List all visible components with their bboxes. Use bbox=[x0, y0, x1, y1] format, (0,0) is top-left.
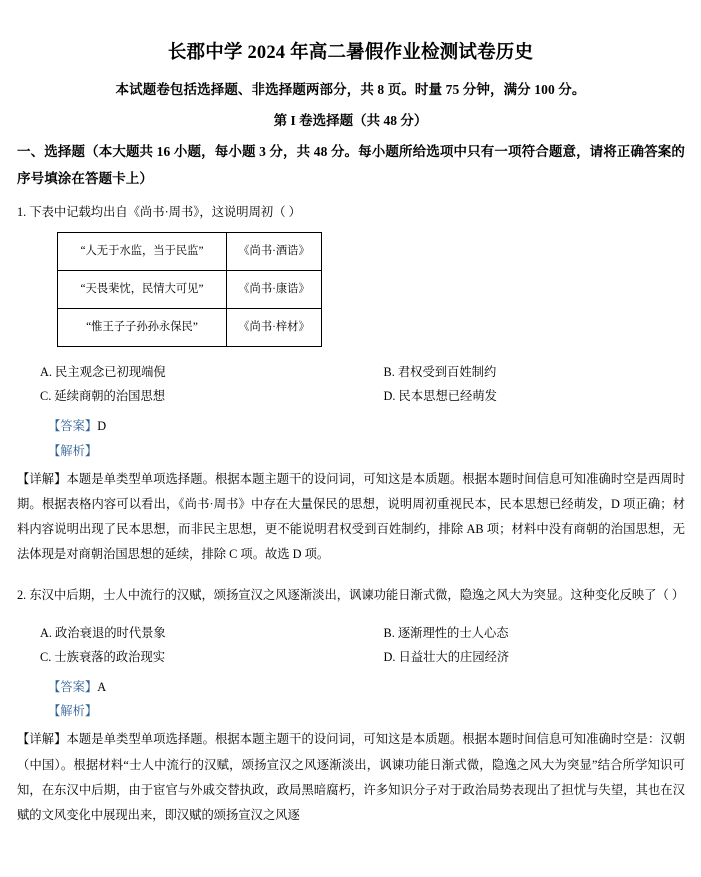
analysis-label: 【解析】 bbox=[48, 704, 98, 719]
question-1-number: 1. bbox=[17, 204, 27, 219]
question-1-answer-line bbox=[0, 409, 701, 439]
question-2-answer-line bbox=[0, 670, 701, 700]
question-1-stem bbox=[0, 192, 701, 225]
question-1-quote-table bbox=[57, 232, 322, 347]
question-2-answer-value: A bbox=[97, 679, 107, 694]
option-c-text: 士族衰落的政治现实 bbox=[54, 649, 166, 664]
analysis-label: 【解析】 bbox=[48, 443, 98, 458]
detail-label: 【详解】 bbox=[17, 471, 67, 486]
option-d-key: D. bbox=[383, 649, 396, 664]
option-d[interactable] bbox=[363, 646, 686, 670]
question-2-stem-text: 东汉中后期，士人中流行的汉赋，颂扬宣汉之风逐渐淡出，讽谏功能日渐式微，隐逸之风大为突显。这种变化反映了（ ） bbox=[29, 587, 685, 602]
table-cell-source: 《尚书·酒诰》 bbox=[227, 232, 322, 270]
option-c[interactable] bbox=[40, 385, 363, 409]
option-row bbox=[17, 646, 685, 670]
question-1-answer-value: D bbox=[97, 418, 107, 433]
option-b-text: 君权受到百姓制约 bbox=[397, 364, 497, 379]
part-heading: 第 I 卷选择题（共 48 分） bbox=[273, 112, 428, 128]
page-title: 长郡中学 2024 年高二暑假作业检测试卷历史 bbox=[167, 43, 534, 63]
option-a[interactable] bbox=[40, 622, 363, 646]
question-1-stem-text: 下表中记载均出自《尚书·周书》，这说明周初（ ） bbox=[29, 204, 301, 219]
option-c[interactable] bbox=[40, 646, 363, 670]
exam-instruction: 本试题卷包括选择题、非选择题两部分，共 8 页。时量 75 分钟，满分 100 分。 bbox=[115, 82, 586, 98]
option-d-text: 民本思想已经萌发 bbox=[398, 388, 497, 403]
answer-label: 【答案】 bbox=[48, 418, 98, 433]
table-cell-quote: “惟王子子孙孙永保民” bbox=[58, 308, 227, 346]
option-a-key: A. bbox=[40, 625, 52, 640]
table-cell-quote: “天畏棐忱，民情大可见” bbox=[58, 270, 227, 308]
option-c-key: C. bbox=[40, 388, 52, 403]
option-b-text: 逐渐理性的士人心态 bbox=[397, 625, 509, 640]
answer-label: 【答案】 bbox=[48, 679, 98, 694]
option-b-key: B. bbox=[383, 364, 395, 379]
table-cell-source: 《尚书·梓材》 bbox=[227, 308, 322, 346]
question-1-analysis-line bbox=[0, 439, 701, 464]
section-heading: 一、选择题（本大题共 16 小题，每小题 3 分，共 48 分。每小题所给选项中只有一项符合题意，请将正确答案的序号填涂在答题卡上） bbox=[17, 144, 685, 186]
table-row bbox=[58, 308, 322, 346]
option-c-text: 延续商朝的治国思想 bbox=[54, 388, 166, 403]
table-cell-quote: “人无于水监，当于民监” bbox=[58, 232, 227, 270]
option-b[interactable] bbox=[363, 361, 686, 385]
question-1-detail bbox=[0, 464, 701, 568]
option-b[interactable] bbox=[363, 622, 686, 646]
option-d[interactable] bbox=[363, 385, 686, 409]
question-2-detail-text: 本题是单类型单项选择题。根据本题主题干的设问词，可知这是本质题。根据本题时间信息可知准确时空是：汉朝（中国）。根据材料“士人中流行的汉赋，颂扬宣汉之风逐渐淡出，讽谏功能日渐式微，隐逸之风大为突显”结合所学知识可知，在东汉中后期，由于宦官与外戚交替执政，政局黑暗腐朽，许多知识分子对于政治局势表现出了担忧与失望，其也在汉赋的文风变化中展现出来，即汉赋的颂扬宣汉之风逐 bbox=[17, 732, 685, 823]
option-row bbox=[17, 622, 685, 646]
table-row bbox=[58, 270, 322, 308]
option-b-key: B. bbox=[383, 625, 395, 640]
question-2-options bbox=[0, 622, 701, 670]
question-2-stem bbox=[0, 575, 701, 608]
option-d-text: 日益壮大的庄园经济 bbox=[398, 649, 510, 664]
question-1-options bbox=[0, 361, 701, 409]
question-2-number: 2. bbox=[17, 587, 27, 602]
option-a-text: 政治衰退的时代景象 bbox=[55, 625, 166, 640]
question-1-detail-text: 本题是单类型单项选择题。根据本题主题干的设问词，可知这是本质题。根据本题时间信息可知准确时空是西周时期。根据表格内容可以看出，《尚书·周书》中存在大量保民的思想，说明周初重视民本，民本思想已经萌发，D 项正确；材料内容说明出现了民本思想，而非民主思想，更不能说明君权受到百姓制约，排除 AB 项；材料中没有商朝的治国思想，无法体现是对商朝治国思想的延续，排除 C 项。故选 D 项。 bbox=[17, 471, 685, 562]
option-row bbox=[17, 361, 685, 385]
option-c-key: C. bbox=[40, 649, 52, 664]
option-a-key: A. bbox=[40, 364, 52, 379]
question-2-analysis-line bbox=[0, 699, 701, 724]
question-2-detail bbox=[0, 724, 701, 828]
table-cell-source: 《尚书·康诰》 bbox=[227, 270, 322, 308]
option-a-text: 民主观念已初现端倪 bbox=[55, 364, 166, 379]
table-row bbox=[58, 232, 322, 270]
option-row bbox=[17, 385, 685, 409]
detail-label: 【详解】 bbox=[17, 732, 67, 747]
option-d-key: D. bbox=[383, 388, 396, 403]
option-a[interactable] bbox=[40, 361, 363, 385]
